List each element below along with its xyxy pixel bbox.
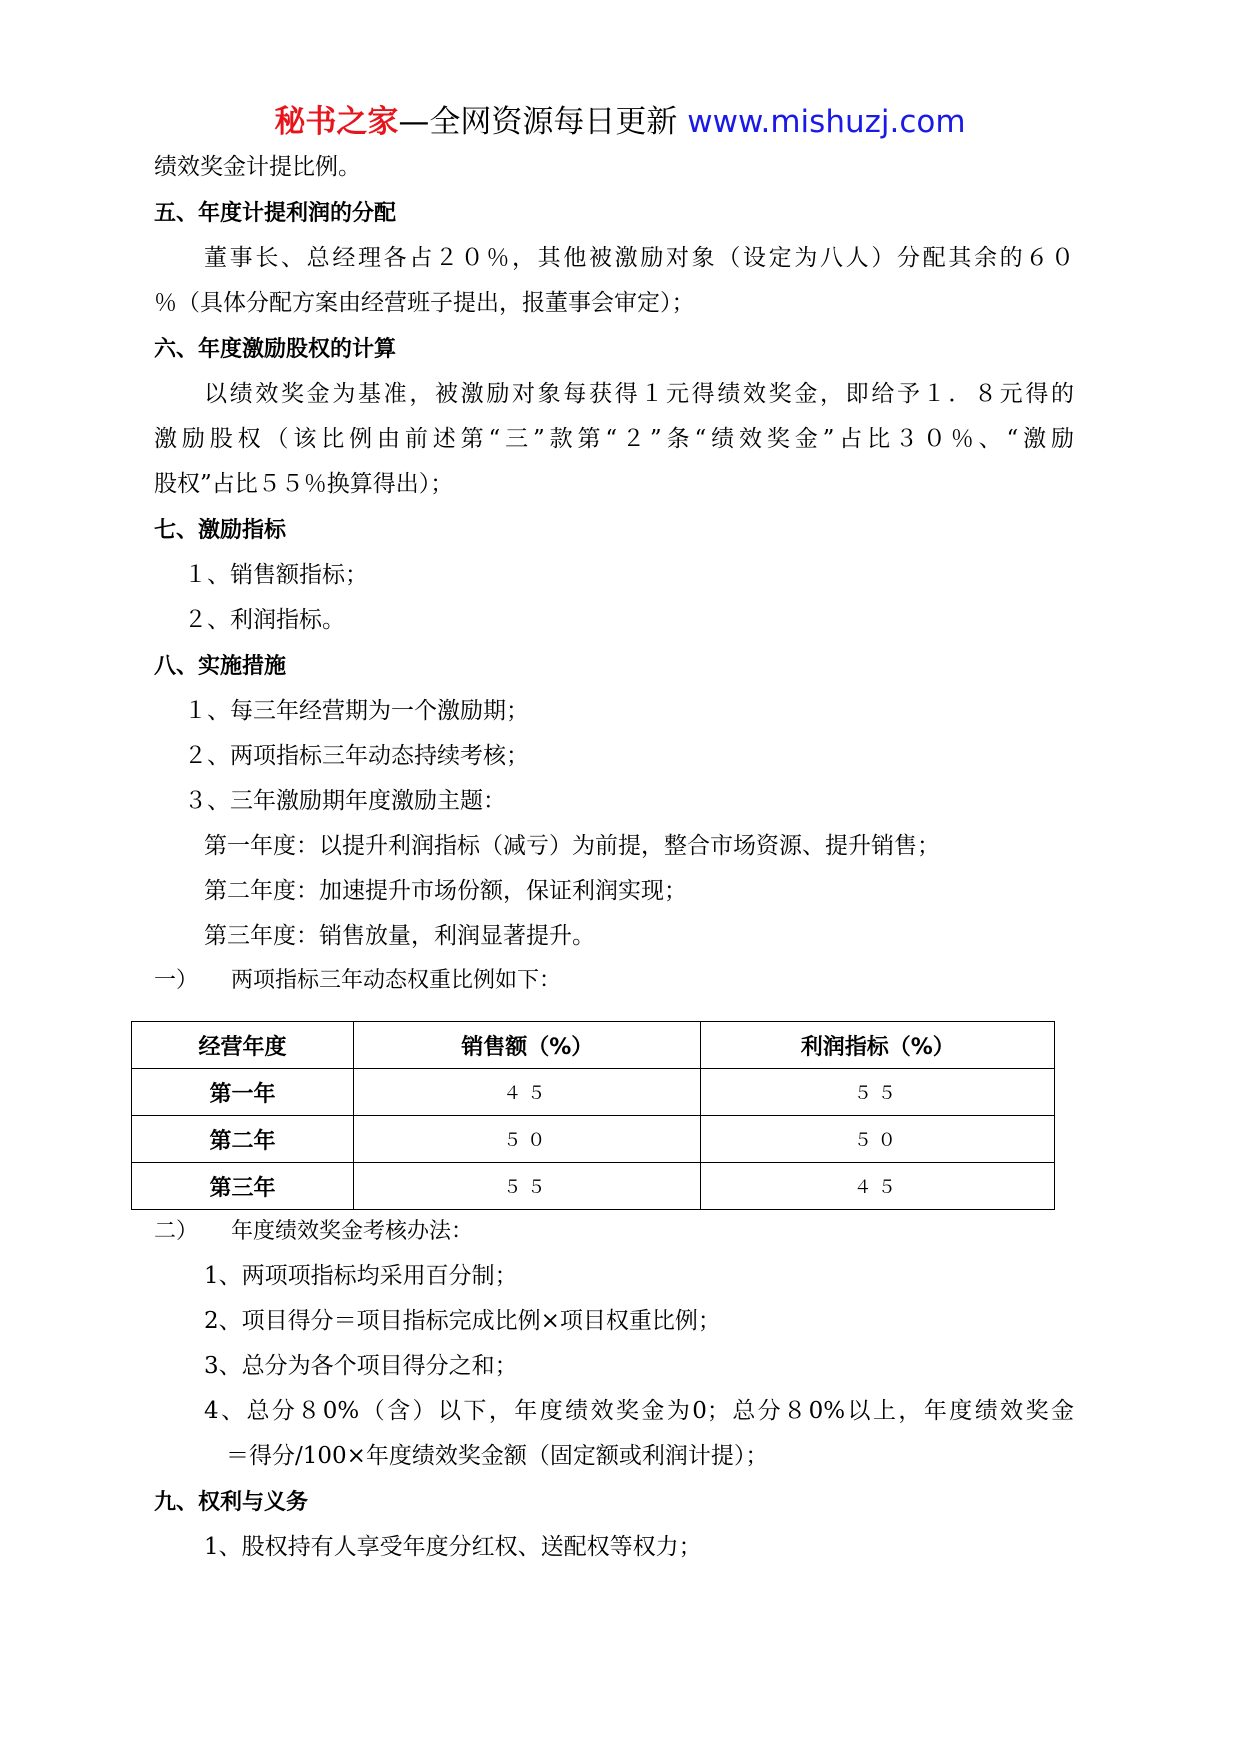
section-heading: 五、年度计提利润的分配 [154, 201, 397, 226]
list-item: 4、总分８0%（含）以下，年度绩效奖金为0；总分８0%以上，年度绩效奖金 [204, 1398, 1074, 1424]
brand-name: 秘书之家 [274, 104, 399, 140]
section-heading: 八、实施措施 [154, 654, 287, 679]
table-cell-sales: ５０ [353, 1116, 701, 1163]
section-heading: 七、激励指标 [154, 518, 287, 543]
weight-table [131, 1021, 1055, 1210]
table-cell-profit: ５０ [701, 1116, 1055, 1163]
document-body-continued [154, 1210, 1074, 1570]
section-heading: 六、年度激励股权的计算 [154, 337, 397, 362]
list-item: ３、三年激励期年度激励主题： [184, 788, 506, 814]
section-heading: 九、权利与义务 [154, 1490, 309, 1515]
paragraph: 股权”占比５５％换算得出）； [154, 471, 454, 497]
list-item: 第二年度：加速提升市场份额，保证利润实现； [204, 878, 687, 904]
table-row [132, 1163, 1055, 1210]
table-header-cell: 经营年度 [132, 1022, 354, 1069]
header-url[interactable]: www.mishuzj.com [687, 104, 966, 140]
paragraph: 以绩效奖金为基准，被激励对象每获得１元得绩效奖金，即给予１．８元得的 [204, 381, 1074, 407]
list-item-continuation: ＝得分/100×年度绩效奖金额（固定额或利润计提）； [226, 1443, 769, 1469]
list-item: 3、总分为各个项目得分之和； [204, 1353, 518, 1379]
table-row [132, 1069, 1055, 1116]
header-tagline: —全网资源每日更新 [398, 104, 688, 140]
list-item: 第一年度：以提升利润指标（减亏）为前提，整合市场资源、提升销售； [204, 833, 940, 859]
site-header [0, 102, 1240, 142]
paragraph: 绩效奖金计提比例。 [154, 154, 361, 180]
table-cell-year: 第一年 [132, 1069, 354, 1116]
table-cell-year: 第二年 [132, 1116, 354, 1163]
sub-heading: 二） 年度绩效奖金考核办法： [154, 1219, 474, 1244]
list-item: 1、股权持有人享受年度分红权、送配权等权力； [204, 1534, 702, 1560]
sub-heading: 一） 两项指标三年动态权重比例如下： [154, 968, 562, 993]
table-header-cell: 销售额（%） [353, 1022, 701, 1069]
table-cell-sales: ５５ [353, 1163, 701, 1210]
table-cell-year: 第三年 [132, 1163, 354, 1210]
list-item: ２、利润指标。 [184, 607, 345, 633]
table-cell-sales: ４５ [353, 1069, 701, 1116]
table-cell-profit: ５５ [701, 1069, 1055, 1116]
list-item: １、每三年经营期为一个激励期； [184, 698, 529, 724]
table-header-row [132, 1022, 1055, 1069]
paragraph: ％（具体分配方案由经营班子提出，报董事会审定）； [154, 290, 695, 316]
list-item: 2、项目得分＝项目指标完成比例×项目权重比例； [204, 1308, 721, 1334]
list-item: 1、两项项指标均采用百分制； [204, 1263, 518, 1289]
paragraph: 董事长、总经理各占２０％，其他被激励对象（设定为八人）分配其余的６０ [204, 245, 1074, 271]
list-item: ２、两项指标三年动态持续考核； [184, 743, 529, 769]
document-body [154, 145, 1074, 1003]
table-row [132, 1116, 1055, 1163]
table-cell-profit: ４５ [701, 1163, 1055, 1210]
list-item: 第三年度：销售放量，利润显著提升。 [204, 923, 595, 949]
table-header-cell: 利润指标（%） [701, 1022, 1055, 1069]
paragraph: 激励股权（该比例由前述第“三”款第“２”条“绩效奖金”占比３０％、“激励 [154, 426, 1074, 452]
list-item: １、销售额指标； [184, 562, 368, 588]
